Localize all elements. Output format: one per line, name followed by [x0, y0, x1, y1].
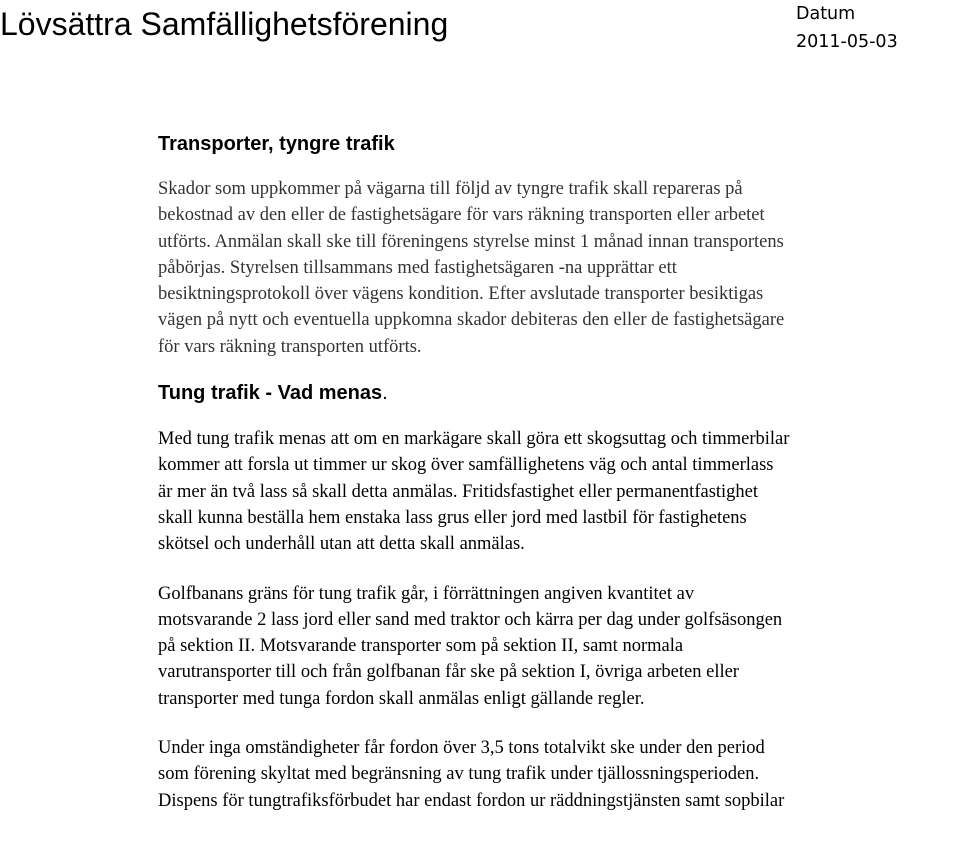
paragraph-definition [158, 426, 956, 557]
paragraph-heavy-traffic-damage [158, 176, 956, 360]
text-line: är mer än två lass så skall detta anmälas. Fritidsfastighet eller permanentfastighet [158, 481, 759, 502]
text-line: Med tung trafik menas att om en markägare skall göra ett skogsuttag och timmerbilar [158, 429, 790, 450]
text-line: skall kunna beställa hem enstaka lass grus eller jord med lastbil för fastighetens [158, 507, 747, 528]
text-line: som förening skyltat med begränsning av tung trafik under tjällossningsperioden. [158, 764, 760, 785]
date-value: 2011-05-03 [796, 32, 898, 52]
text-line: Golfbanans gräns för tung trafik går, i förrättningen angiven kvantitet av [158, 583, 695, 604]
date-label: Datum [796, 4, 856, 24]
document-body [158, 131, 956, 814]
date-block [796, 0, 898, 56]
text-line: Skador som uppkommer på vägarna till följd av tyngre trafik skall repareras på [158, 179, 743, 199]
text-line: Under inga omständigheter får fordon över 3,5 tons totalvikt ske under den period [158, 738, 765, 759]
text-line: på sektion II. Motsvarande transporter som på sektion II, samt normala [158, 636, 684, 657]
text-line: skötsel och underhåll utan att detta skall anmälas. [158, 534, 525, 555]
text-line: kommer att forsla ut timmer ur skog över samfällighetens väg och antal timmerlass [158, 455, 774, 476]
text-line: transporter med tunga fordon skall anmälas enligt gällande regler. [158, 688, 645, 709]
text-line: utförts. Anmälan skall ske till föreningens styrelse minst 1 månad innan transportens [158, 231, 784, 252]
organization-title: Lövsättra Samfällighetsförening [0, 6, 449, 42]
text-line: motsvarande 2 lass jord eller sand med traktor och kärra per dag under golfsäsongen [158, 609, 783, 630]
text-line: besiktningsprotokoll över vägens kondition. Efter avslutade transporter besiktigas [158, 284, 764, 305]
text-line: vägen på nytt och eventuella uppkomna skador debiteras den eller de fastighetsägare [158, 310, 785, 331]
text-line: påbörjas. Styrelsen tillsammans med fastighetsägaren -na upprättar ett [158, 257, 677, 278]
paragraph-weight-restriction [158, 735, 956, 814]
paragraph-golf-course-limit [158, 581, 956, 712]
text-line: varutransporter till och från golfbanan får ske på sektion I, övriga arbeten eller [158, 662, 739, 683]
text-line: bekostnad av den eller de fastighetsägare för vars räkning transporten eller arbetet [158, 205, 765, 226]
section-heading-heavy-traffic-definition: Tung trafik - Vad menas. [158, 382, 388, 405]
section-heading-heavy-traffic: Transporter, tyngre trafik [158, 133, 395, 155]
text-line: för vars räkning transporten utförts. [158, 336, 422, 357]
text-line: Dispens för tungtrafiksförbudet har endast fordon ur räddningstjänsten samt sopbilar [158, 790, 785, 811]
